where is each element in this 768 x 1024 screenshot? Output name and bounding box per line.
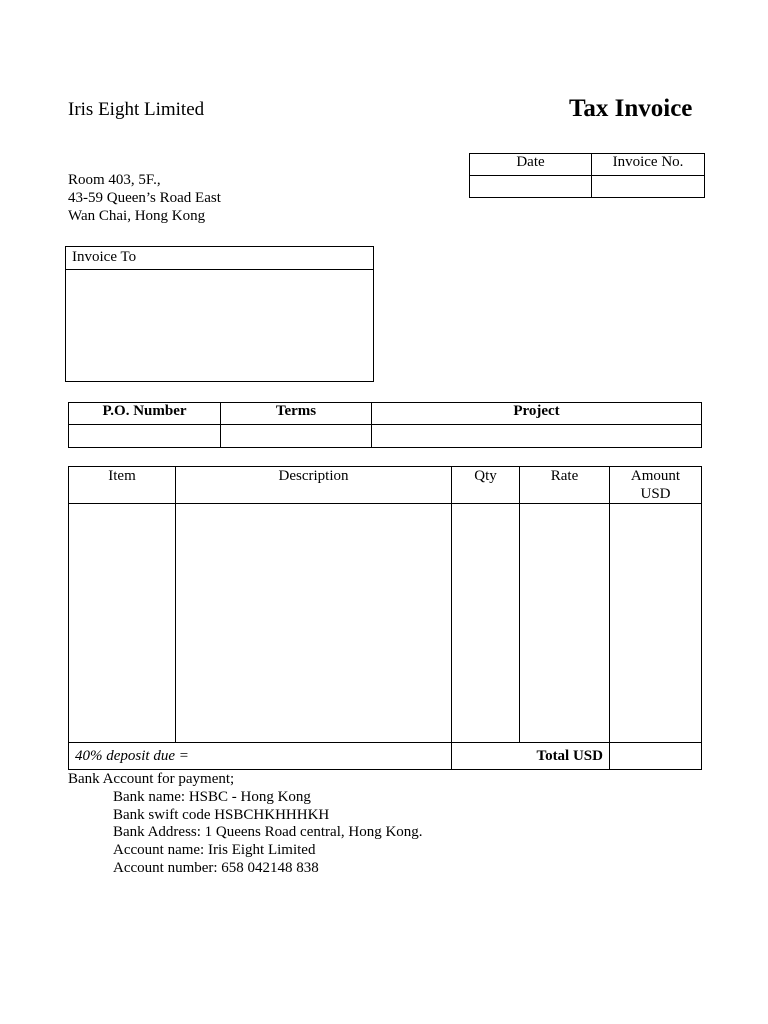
account-name: Account name: Iris Eight Limited	[113, 842, 316, 859]
account-number: Account number: 658 042148 838	[113, 859, 319, 876]
bank-name: Bank name: HSBC - Hong Kong	[113, 788, 311, 805]
address-line: 43-59 Queen’s Road East	[68, 190, 221, 206]
invoice-to-field[interactable]	[66, 270, 373, 380]
document-title: Tax Invoice	[569, 95, 693, 122]
description-header: Description	[176, 467, 452, 504]
total-usd-cell[interactable]	[610, 743, 702, 770]
company-name: Iris Eight Limited	[68, 99, 205, 120]
rate-column-cell[interactable]	[520, 504, 610, 743]
rate-header: Rate	[520, 467, 610, 504]
qty-column-cell[interactable]	[452, 504, 520, 743]
invoice-to-box	[65, 246, 374, 382]
project-header: Project	[372, 403, 702, 425]
items-table	[68, 466, 702, 770]
amount-header: Amount USD	[610, 467, 702, 504]
address-line: Room 403, 5F.,	[68, 172, 161, 188]
invoice-to-label: Invoice To	[66, 247, 373, 270]
terms-header: Terms	[221, 403, 372, 425]
terms-cell[interactable]	[221, 425, 372, 448]
po-number-cell[interactable]	[69, 425, 221, 448]
bank-heading: Bank Account for payment;	[68, 771, 235, 787]
address-line: Wan Chai, Hong Kong	[68, 208, 206, 224]
description-column-cell[interactable]	[176, 504, 452, 743]
invoice-no-header: Invoice No.	[592, 154, 705, 176]
item-header: Item	[69, 467, 176, 504]
date-cell[interactable]	[470, 176, 592, 198]
po-terms-project-table	[68, 402, 702, 448]
po-number-header: P.O. Number	[69, 403, 221, 425]
bank-address: Bank Address: 1 Queens Road central, Hong Kong.	[113, 824, 423, 841]
qty-header: Qty	[452, 467, 520, 504]
deposit-note: 40% deposit due =	[69, 743, 452, 770]
date-header: Date	[470, 154, 592, 176]
date-invoice-table	[469, 153, 705, 198]
bank-details	[68, 771, 423, 878]
company-address	[68, 171, 221, 225]
amount-column-cell[interactable]	[610, 504, 702, 743]
total-usd-label: Total USD	[452, 743, 610, 770]
invoice-no-cell[interactable]	[592, 176, 705, 198]
project-cell[interactable]	[372, 425, 702, 448]
bank-swift-code: Bank swift code HSBCHKHHHKH	[113, 806, 330, 823]
item-column-cell[interactable]	[69, 504, 176, 743]
